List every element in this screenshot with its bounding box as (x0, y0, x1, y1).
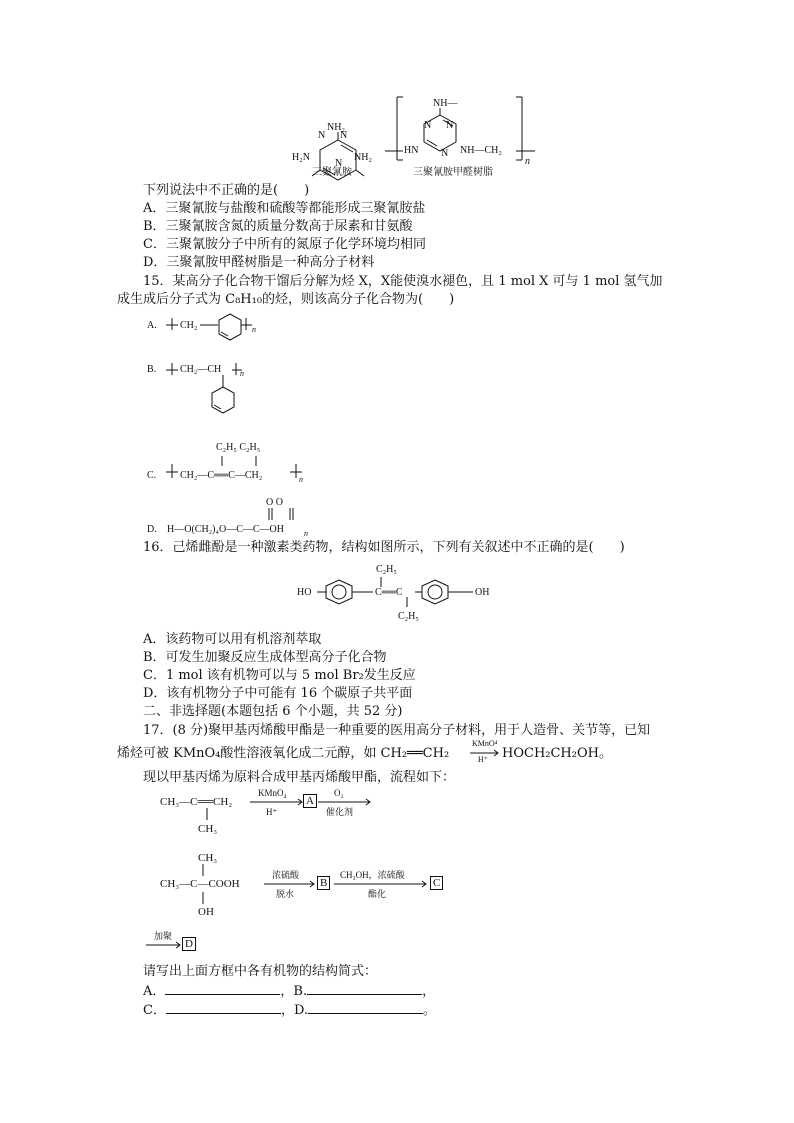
resin-nh-right: NH—CH₂ (460, 145, 502, 156)
q17-d-blank[interactable] (308, 1002, 423, 1014)
q17-line1: 17．(8 分)聚甲基丙烯酸甲酯是一种重要的医用高分子材料，用于人造骨、关节等，已知 (143, 723, 651, 738)
q15-option-d-o: O O (266, 497, 283, 508)
q17-start-ch3: CH₃ (198, 823, 218, 835)
q17-box-b: B (317, 876, 330, 890)
q17-line2-below: H⁺ (478, 755, 488, 764)
q17-arrow2-below: 催化剂 (326, 807, 354, 817)
q17-start-bond (202, 808, 212, 822)
q15-option-a-formula: CH₂ (180, 320, 198, 331)
q14-option-d: D．三聚氰胺甲醛树脂是一种高分子材料 (143, 255, 375, 270)
q17-mid: CH₃—C—COOH (160, 878, 240, 890)
q17-arrow1-below: H⁺ (266, 807, 278, 817)
q15-option-c-label: C. (147, 470, 157, 481)
q16-oh: OH (475, 587, 490, 598)
q14-option-a: A．三聚氰胺与盐酸和硫酸等都能形成三聚氰胺盐 (143, 201, 426, 216)
q17-c-blank[interactable] (166, 1002, 281, 1014)
q16-c-eq-c: C══C (375, 587, 403, 598)
resin-nh-top: NH— (433, 98, 458, 109)
q17-period: 。 (423, 1003, 437, 1018)
q16-c2h5-top: C₂H₅ (376, 564, 397, 575)
q16-option-c: C．1 mol 该有机物可以与 5 mol Br₂发生反应 (143, 668, 416, 683)
q17-a-label: A． (143, 984, 166, 999)
q17-arrow1 (250, 797, 310, 807)
q17-arrow5-above: 加聚 (154, 931, 173, 941)
q17-line2-pre: 烯烃可被 KMnO₄酸性溶液氧化成二元醇，如 CH₂══CH₂ (117, 746, 450, 761)
resin-n2: N (446, 120, 454, 131)
q16-c2h5-bottom: C₂H₅ (398, 611, 419, 622)
q15-option-a-label: A. (147, 320, 157, 331)
q17-b-blank[interactable] (307, 983, 422, 995)
q17-box-a: A (303, 794, 317, 808)
q15-option-d-label: D. (147, 524, 157, 535)
q17-comma: ， (422, 984, 436, 999)
resin-subscript-n: n (525, 156, 530, 167)
q17-arrow3-above: 浓硫酸 (272, 870, 300, 880)
resin-n1: N (424, 120, 432, 131)
q15-option-c-formula: CH₂—C══C—CH₂ (180, 470, 263, 481)
q17-arrow1-above: KMnO₄ (258, 788, 287, 798)
q16-stem: 16．己烯雌酚是一种激素类药物，结构如图所示，下列有关叙述中不正确的是( ) (143, 540, 625, 555)
q16-option-d: D．该有机物分子中可能有 16 个碳原子共平面 (143, 686, 413, 701)
q17-start: CH₃—C══CH₂ (160, 796, 233, 808)
q17-line3: 现以甲基丙烯为原料合成甲基丙烯酸甲酯，流程如下： (143, 770, 456, 785)
resin-hn-left: HN (404, 145, 419, 156)
q15-option-d-n: n (304, 529, 308, 538)
q17-c-label: C． (143, 1003, 166, 1018)
q17-arrow3-below: 脱水 (276, 889, 295, 899)
melamine-n1: N (318, 130, 326, 141)
q17-arrow2-above: O₂ (334, 788, 344, 798)
melamine-caption: 三聚氰胺 (312, 167, 352, 178)
q17-mid-top: CH₃ (198, 852, 218, 864)
q15-option-c-n: n (299, 475, 303, 484)
melamine-n2: N (340, 130, 348, 141)
q17-a-blank[interactable] (165, 983, 280, 995)
section2-heading: 二、非选择题(本题包括 6 个小题，共 52 分) (143, 704, 403, 719)
q17-arrow4-below: 酯化 (368, 889, 387, 899)
q17-answer-row-cd (143, 1002, 436, 1019)
q16-ho: HO (297, 587, 312, 598)
q15-option-b-n: n (240, 369, 244, 378)
resin-frame (385, 95, 545, 175)
melamine-nh2-right: NH₂ (354, 152, 372, 163)
q17-line2-post: HOCH₂CH₂OH。 (502, 746, 612, 761)
q17-ask: 请写出上面方框中各有机物的结构简式： (143, 964, 378, 979)
resin-caption: 三聚氰胺甲醛树脂 (413, 167, 493, 178)
q14-option-b: B．三聚氰胺含氮的质量分数高于尿素和甘氨酸 (143, 219, 413, 234)
melamine-nh2-top: NH₂ (327, 122, 345, 133)
q17-mid-oh: OH (198, 906, 214, 918)
q17-answer-row-ab (143, 983, 435, 1000)
melamine-nh2-left: H₂N (292, 152, 310, 163)
q17-box-d: D (182, 937, 196, 951)
q17-b-label: ，B. (280, 984, 308, 999)
q17-d-label: ，D. (280, 1003, 309, 1018)
melamine-n3: N (335, 158, 343, 169)
q15-line2: 成生成后分子式为 C₈H₁₀的烃，则该高分子化合物为( ) (117, 292, 455, 307)
q15-option-c-top: C₂H₅ C₂H₅ (216, 442, 261, 453)
q14-option-c: C．三聚氰胺分子中所有的氮原子化学环境均相同 (143, 237, 426, 252)
resin-n3: N (441, 148, 449, 159)
q15-option-d-formula: H—O(CH₂)₄O—C—C—OH (167, 524, 284, 535)
q17-arrow5 (146, 940, 186, 950)
q15-option-b-formula: CH₂—CH (180, 364, 222, 375)
q15-option-b-label: B. (147, 364, 157, 375)
q15-line1: 15．某高分子化合物干馏后分解为烃 X，X能使溴水褪色，且 1 mol X 可与 1 mol 氢气加 (143, 274, 663, 289)
q15-option-a-n: n (252, 325, 256, 334)
q17-line2-above: KMnO⁴ (472, 739, 498, 748)
q14-stem: 下列说法中不正确的是( ) (143, 183, 310, 198)
q17-box-c: C (430, 876, 443, 890)
q16-option-a: A．该药物可以用有机溶剂萃取 (143, 632, 322, 647)
q17-arrow4-above: CH₃OH，浓硫酸 (340, 870, 405, 880)
q16-option-b: B．可发生加聚反应生成体型高分子化合物 (143, 650, 387, 665)
